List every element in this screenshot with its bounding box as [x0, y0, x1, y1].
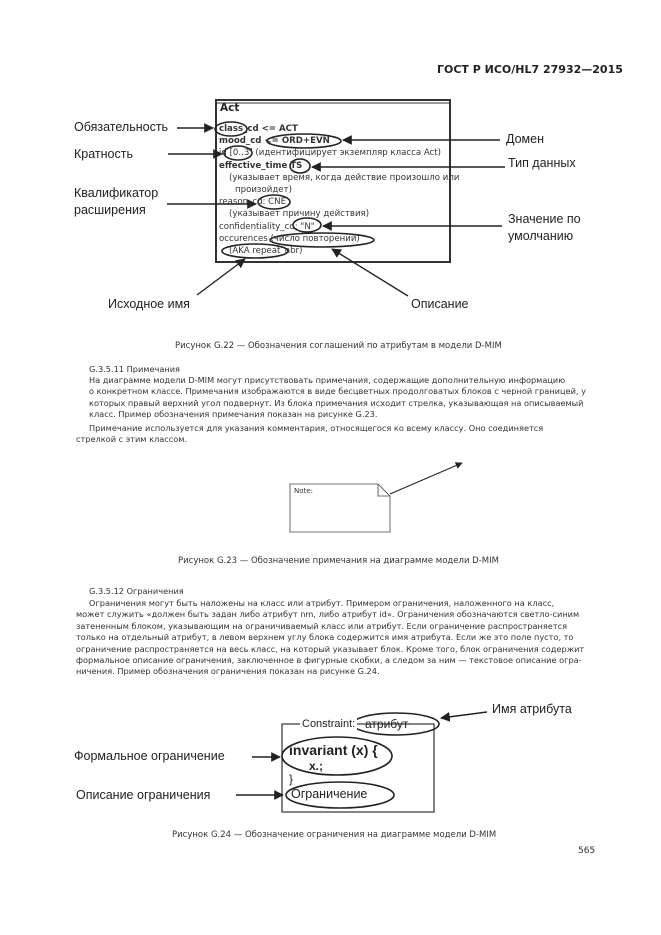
label-qualifier-1: Квалификатор — [74, 186, 159, 200]
attr-line-effective-time: effective_time TS — [219, 160, 303, 171]
para-line: ничения. Пример обозначения ограничения показан на рисунке G.24. — [76, 666, 380, 677]
attr-line-effective-desc: (указывает время, когда действие произошло или — [229, 172, 460, 183]
attr-line-reason-cd: reason_cd: CNE — [219, 197, 287, 208]
label-default-2: умолчанию — [508, 229, 574, 243]
label-formal-constraint: Формальное ограничение — [74, 749, 225, 763]
para-line: только на отдельный атрибут, в левом верхнем углу блока содержится имя атрибута. Если же это поле пусто, то — [76, 632, 574, 643]
paragraph-notes-1 — [89, 375, 599, 421]
attr-line-confidentiality: confidentiality_cd: "N" — [219, 221, 315, 232]
label-qualifier-2: расширения — [74, 203, 146, 217]
attr-line-mood-cd: mood_cd <= ORD+EVN — [219, 136, 330, 147]
paragraph-constraints — [76, 598, 599, 678]
para-line: На диаграмме модели D-MIM могут присутствовать примечания, содержащие дополнительную информацию — [89, 375, 566, 385]
label-default-1: Значение по — [508, 212, 581, 226]
act-class-title: Act — [220, 102, 240, 114]
para-line: о конкретном классе. Примечания изображаются в виде бесцветных продолговатых блоков с черной границей, у — [89, 386, 586, 397]
attr-line-id: id [0..3] (идентифицирует экземпляр класса Act) — [219, 148, 442, 159]
attr-line-occurences: occurences (число повторений) — [219, 233, 360, 244]
note-label: Note: — [294, 487, 313, 495]
caption-g22: Рисунок G.22 — Обозначения соглашений по атрибутам в модели D-MIM — [175, 341, 502, 351]
label-domain: Домен — [506, 132, 545, 146]
para-line: Примечание используется для указания комментария, относящегося ко всему классу. Оно соединяется — [89, 423, 544, 433]
label-source-name: Исходное имя — [108, 297, 190, 311]
caption-g23: Рисунок G.23 — Обозначение примечания на диаграмме модели D-MIM — [178, 556, 499, 566]
section-title-g3511: G.3.5.11 Примечания — [89, 364, 180, 374]
attr-line-reason-desc: (указывает причину действия) — [229, 209, 370, 220]
constraint-invariant: invariant (x) { — [289, 742, 378, 758]
para-line: стрелкой с этим классом. — [76, 434, 188, 445]
constraint-label: Constraint: — [302, 718, 356, 730]
label-mandatory: Обязательность — [74, 120, 169, 134]
attr-line-aka: (AKA repeat_nbr) — [229, 246, 303, 257]
constraint-close-brace: } — [289, 772, 294, 786]
label-description: Описание — [411, 297, 469, 311]
attr-line-effective-desc2: произойдет) — [235, 185, 292, 196]
act-attribute-list — [219, 123, 459, 257]
label-attr-name: Имя атрибута — [492, 702, 572, 716]
para-line: класс. Пример обозначения примечания показан на рисунке G.23. — [89, 409, 378, 420]
constraint-attr-name: атрибут — [365, 717, 409, 731]
document-id: ГОСТ Р ИСО/HL7 27932—2015 — [437, 63, 623, 76]
para-line: Ограничения могут быть наложены на класс или атрибут. Примером ограничения, наложенного на класс, — [89, 598, 555, 608]
para-line: ограничение распространяется на весь класс, на который указывает блок. Кроме того, блок ограничения содержит — [76, 643, 585, 654]
note-arrow — [390, 463, 462, 494]
constraint-description: Ограничение — [291, 787, 368, 801]
para-line: формальное описание ограничения, заключенное в фигурные скобки, а следом за ним — текстовое описание огра- — [76, 655, 582, 666]
para-line: которых правый верхний угол подвернут. Из блока примечания исходит стрелка, указывающая на описываемый — [89, 397, 584, 408]
para-line: затененным блоком, указывающим на ограничиваемый класс или атрибут. Если ограничение распространяется — [76, 620, 568, 631]
para-line: может служить «должен быть задан либо атрибут nm, либо атрибут id». Ограничения обозначаются светло-синим — [76, 609, 580, 620]
label-constraint-description: Описание ограничения — [76, 788, 211, 802]
caption-g24: Рисунок G.24 — Обозначение ограничения на диаграмме модели D-MIM — [172, 830, 497, 840]
paragraph-notes-2 — [76, 423, 599, 446]
label-datatype: Тип данных — [508, 156, 576, 170]
attr-line-class-cd: class_cd <= ACT — [219, 124, 298, 134]
constraint-body: x.; — [309, 759, 324, 773]
section-title-g3512: G.3.5.12 Ограничения — [89, 586, 184, 596]
label-cardinality: Кратность — [74, 147, 133, 161]
page-number: 565 — [578, 846, 596, 856]
